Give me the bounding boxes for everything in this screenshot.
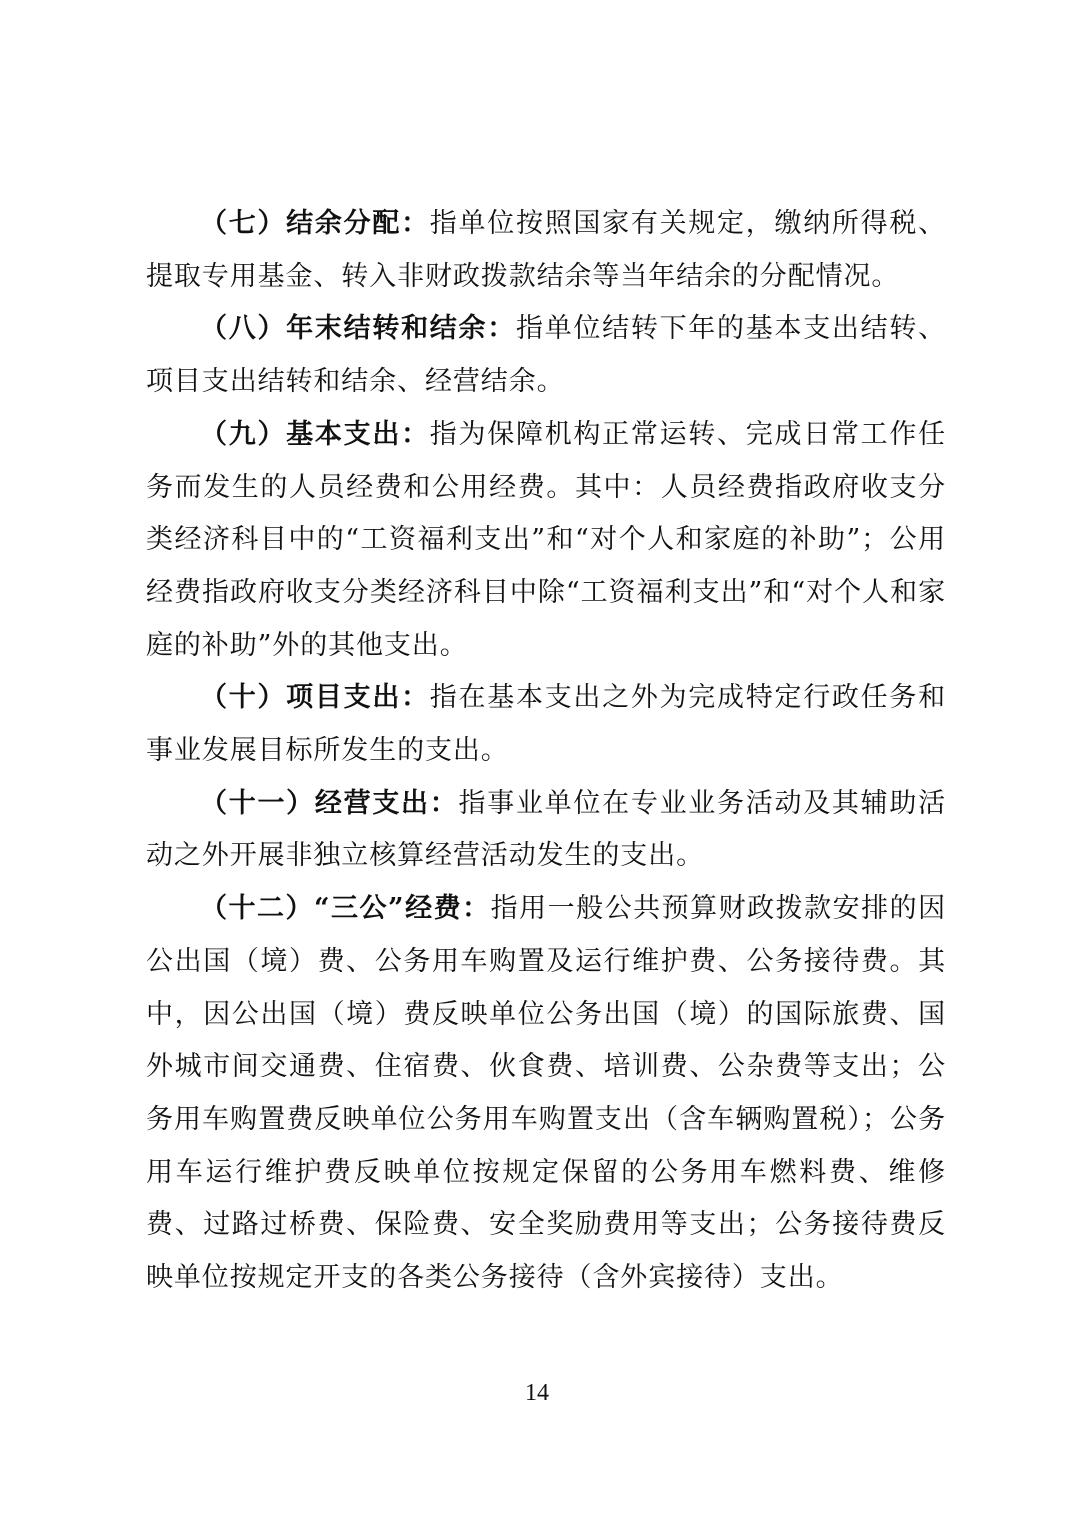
term-three-public-expenses: （十二）“三公”经费：	[200, 893, 491, 925]
definition-three-public-expenses: 指用一般公共预算财政拨款安排的因公出国（境）费、公务用车购置及运行维护费、公务接待费。其中，因公出国（境）费反映单位公务出国（境）的国际旅费、国外城市间交通费、住宿费、伙食费、培训费、公杂费等支出；公务用车购置费反映单位公务用车购置支出（含车辆购置税）；公务用车运行维护费反映单位按规定保留的公务用车燃料费、维修费、过路过桥费、保险费、安全奖励费用等支出；公务接待费反映单位按规定开支的各类公务接待（含外宾接待）支出。	[146, 893, 946, 1294]
paragraph-basic-expenditure	[146, 409, 946, 673]
definition-year-end-carryover: 指单位结转下年的基本支出结转、项目支出结转和结余、经营结余。	[146, 313, 947, 398]
paragraph-operating-expenditure	[146, 778, 946, 883]
paragraph-three-public-expenses	[146, 883, 946, 1305]
definition-basic-expenditure: 指为保障机构正常运转、完成日常工作任务而发生的人员经费和公用经费。其中：人员经费指政府收支分类经济科目中的“工资福利支出”和“对个人和家庭的补助”；公用经费指政府收支分类经济科目中除“工资福利支出”和“对个人和家庭的补助”外的其他支出。	[146, 418, 946, 661]
term-surplus-distribution: （七）结余分配：	[200, 208, 430, 239]
definition-project-expenditure: 指在基本支出之外为完成特定行政任务和事业发展目标所发生的支出。	[146, 682, 946, 767]
page-number: 14	[525, 1380, 549, 1406]
term-year-end-carryover: （八）年末结转和结余：	[200, 313, 516, 345]
term-project-expenditure: （十）项目支出：	[200, 682, 430, 714]
paragraph-year-end-carryover	[146, 303, 946, 408]
definition-operating-expenditure: 指事业单位在专业业务活动及其辅助活动之外开展非独立核算经营活动发生的支出。	[146, 787, 946, 872]
body-text	[146, 198, 946, 1305]
term-operating-expenditure: （十一）经营支出：	[200, 787, 459, 819]
definition-surplus-distribution: 指单位按照国家有关规定，缴纳所得税、提取专用基金、转入非财政拨款结余等当年结余的分配情况。	[146, 208, 946, 292]
term-basic-expenditure: （九）基本支出：	[200, 418, 430, 450]
paragraph-project-expenditure	[146, 672, 946, 777]
paragraph-surplus-distribution	[146, 198, 946, 303]
